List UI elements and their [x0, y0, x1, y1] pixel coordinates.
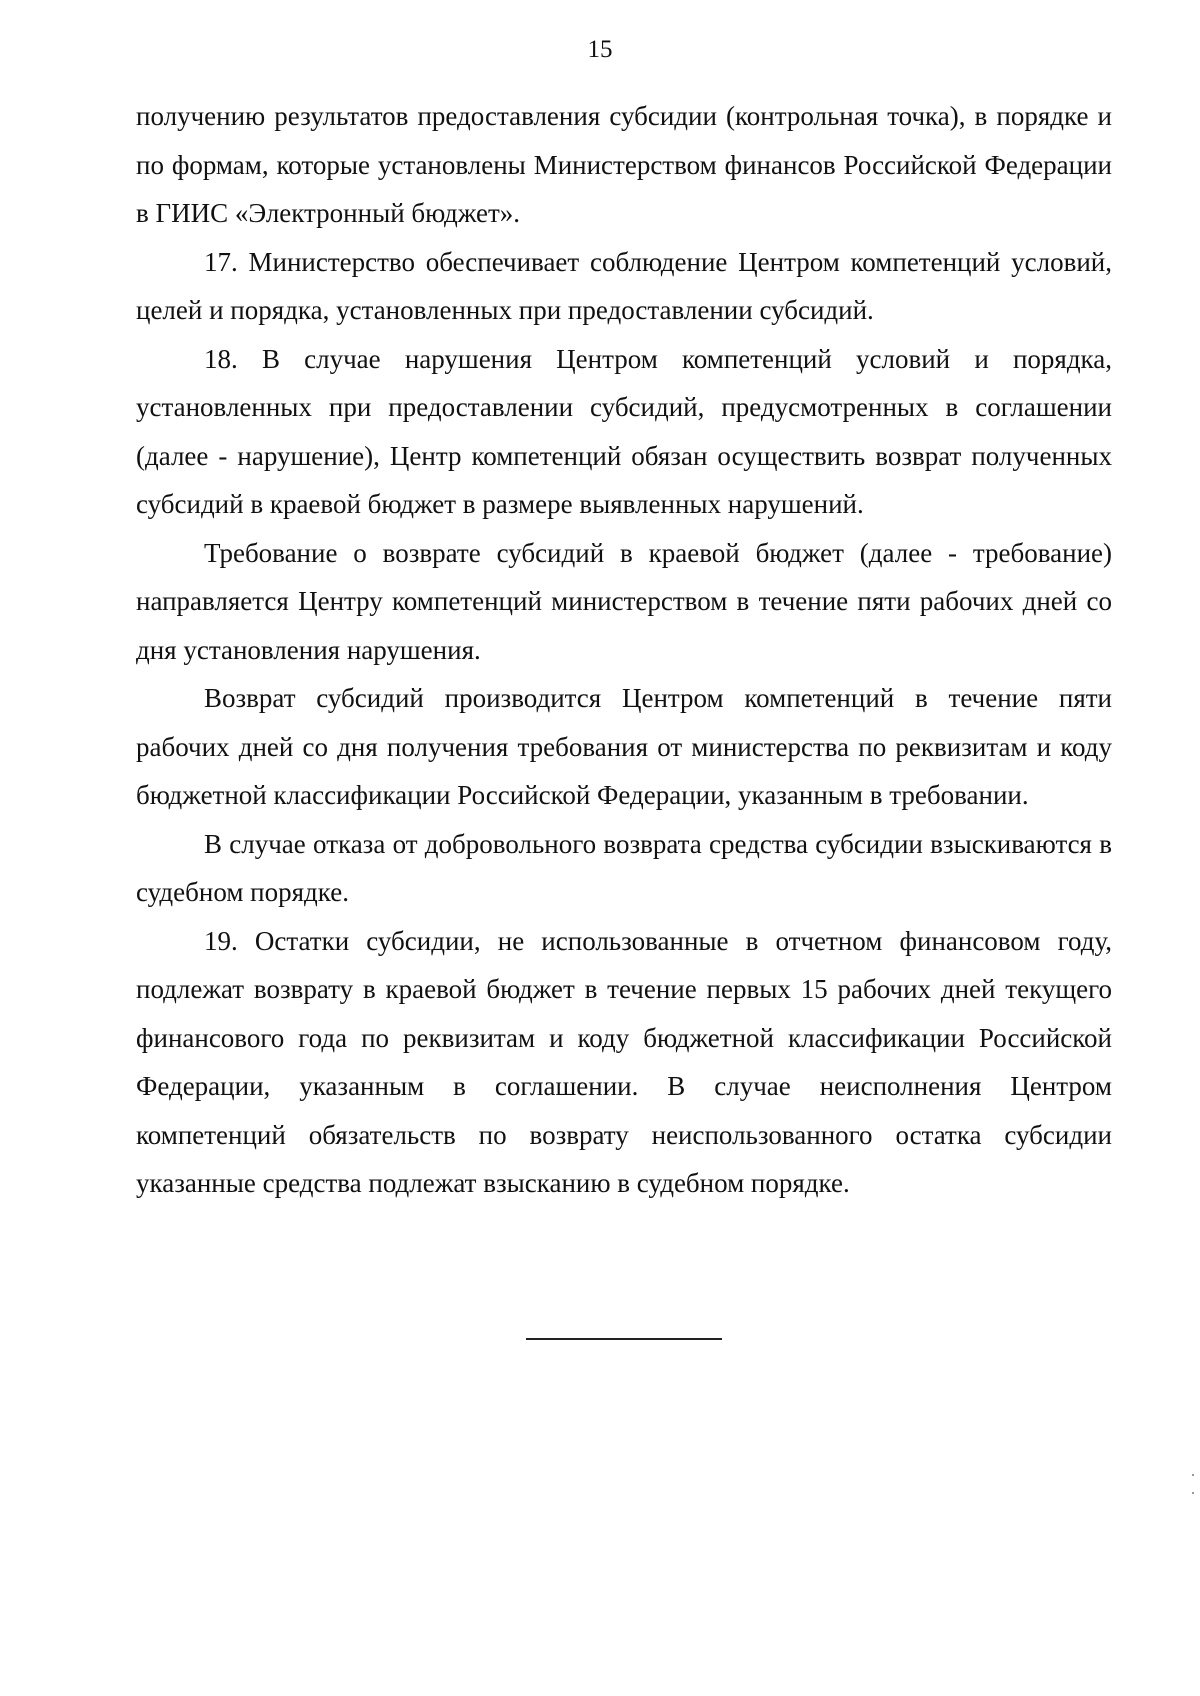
paragraph-refund: Возврат субсидий производится Центром компетенций в течение пяти рабочих дней со дня получения требования от министерства по реквизитам и коду бюджетной классификации Российской Федерации, указанным в требовании.	[136, 683, 1112, 810]
paragraph-18: 18. В случае нарушения Центром компетенций условий и порядка, установленных при предоставлении субсидий, предусмотренных в соглашении (далее - нарушение), Центр компетенций обязан осуществить возврат полученных субсидий в краевой бюджет в размере выявленных нарушений.	[136, 343, 1112, 519]
paragraph-continuation: получению результатов предоставления субсидии (контрольная точка), в порядке и по формам, которые установлены Министерством финансов Российской Федерации в ГИИС «Электронный бюджет».	[136, 101, 1112, 228]
document-body	[136, 92, 1112, 1208]
paragraph-requirement: Требование о возврате субсидий в краевой бюджет (далее - требование) направляется Центру компетенций министерством в течение пяти рабочих дней со дня установления нарушения.	[136, 537, 1112, 665]
end-of-text-rule	[526, 1338, 722, 1340]
paragraph-refusal: В случае отказа от добровольного возврата средства субсидии взыскиваются в судебном порядке.	[136, 828, 1112, 907]
page-number: 15	[587, 36, 613, 63]
scan-speck	[1192, 1492, 1194, 1494]
paragraph-19: 19. Остатки субсидии, не использованные в отчетном финансовом году, подлежат возврату в краевой бюджет в течение первых 15 рабочих дней текущего финансового года по реквизитам и коду бюджетной классификации Российской Федерации, указанным в соглашении. В случае неисполнения Центром компетенций обязательств по возврату неиспользованного остатка субсидии указанные средства подлежат взысканию в судебном порядке.	[136, 925, 1112, 1198]
paragraph-17: 17. Министерство обеспечивает соблюдение Центром компетенций условий, целей и порядка, установленных при предоставлении субсидий.	[136, 246, 1112, 325]
scan-speck	[1192, 1474, 1194, 1476]
